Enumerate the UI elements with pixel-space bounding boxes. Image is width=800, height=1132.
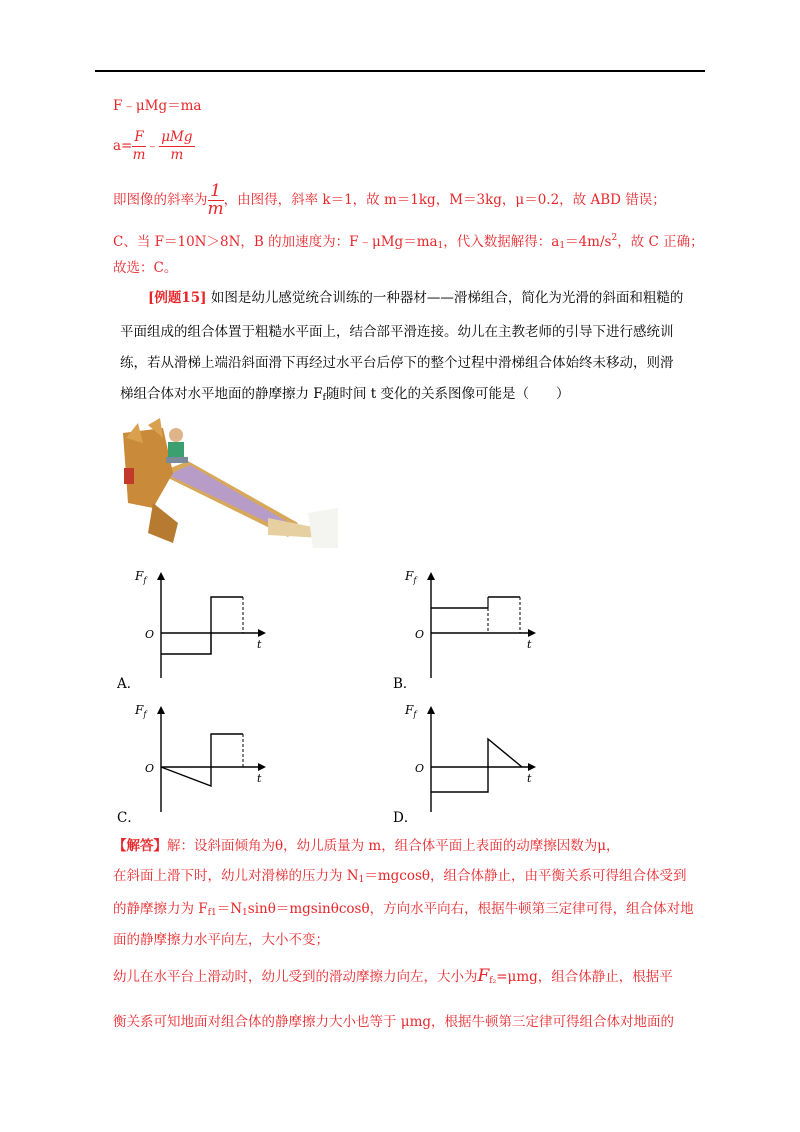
equation-line-1: F﹣μMg＝ma bbox=[113, 98, 202, 114]
y-axis-arrow bbox=[157, 572, 165, 580]
y-axis-arrow bbox=[427, 572, 435, 580]
x-label: t bbox=[527, 638, 532, 651]
y-label: $F_f$ bbox=[405, 569, 417, 585]
graph-b bbox=[395, 566, 545, 681]
answer-line-6: 衡关系可知地面对组合体的静摩擦力大小也等于 μmg，根据牛顿第三定律可得组合体对地面的 bbox=[113, 1014, 675, 1030]
curve bbox=[431, 739, 522, 792]
slide-photo bbox=[118, 413, 338, 548]
origin-label: O bbox=[415, 628, 425, 641]
example-line-4: 梯组合体对水平地面的静摩擦力 $F_f$随时间 t 变化的关系图像可能是（ ） bbox=[120, 386, 570, 403]
answer-line-3: 的静摩擦力为 $F_{f1}=N_1\sin\theta=mgsin\theta\cos\theta$，方向水平向右，根据牛顿第三定律可得，组合体对地 bbox=[113, 901, 694, 918]
origin-label: O bbox=[145, 762, 155, 775]
answer-line-1: 【解答】解：设斜面倾角为θ，幼儿质量为 m，组合体平面上表面的动摩擦因数为μ， bbox=[113, 838, 620, 854]
x-label: t bbox=[257, 638, 262, 651]
y-label: $F_f$ bbox=[405, 703, 417, 719]
x-axis-arrow bbox=[528, 763, 536, 771]
origin-label: O bbox=[415, 762, 425, 775]
y-label: $F_f$ bbox=[135, 703, 147, 719]
graph-a bbox=[125, 566, 275, 681]
fraction-1-over-m: $\frac{1}{m}$ bbox=[207, 181, 224, 219]
x-axis-arrow bbox=[528, 629, 536, 637]
fraction-f-over-m: $\frac{F}{m}$ bbox=[132, 129, 146, 163]
x-label: t bbox=[527, 772, 532, 785]
x-axis-arrow bbox=[258, 763, 266, 771]
graph-d bbox=[395, 700, 545, 815]
curve bbox=[161, 597, 243, 654]
y-label: $F_f$ bbox=[135, 569, 147, 585]
x-label: t bbox=[257, 772, 262, 785]
origin-label: O bbox=[145, 628, 155, 641]
option-a-label: A． bbox=[117, 676, 141, 692]
choice-line: 故选：C。 bbox=[113, 260, 178, 276]
example-line-1: [例题15] 如图是幼儿感觉统合训练的一种器材——滑梯组合，简化为光滑的斜面和粗糙的 bbox=[148, 290, 684, 306]
y-axis-arrow bbox=[427, 706, 435, 714]
slope-line: 即图像的斜率为 $\frac{1}{m}$ ，由图得，斜率 k＝1，故 m＝1kg，M＝3kg，μ＝0.2，故 ABD 错误； bbox=[113, 181, 666, 219]
answer-line-5: 幼儿在水平台上滑动时，幼儿受到的滑动摩擦力向左，大小为$F_{f_2}=\mu mg$，组合体静止，根据平 bbox=[113, 966, 673, 986]
option-c-line: C、当 F＝10N＞8N，B 的加速度为：$F﹣\mu Mg=ma_1$，代入数据解得：$a_1=4m/s^2$，故 C 正确； bbox=[113, 233, 704, 251]
option-b-label: B． bbox=[393, 676, 417, 692]
fraction-umg-over-m: $\frac{\text{μMg}}{m}$ bbox=[161, 129, 193, 163]
answer-line-4: 面的静摩擦力水平向左，大小不变； bbox=[113, 932, 329, 948]
graph-c bbox=[125, 700, 275, 815]
x-axis-arrow bbox=[258, 629, 266, 637]
y-axis-arrow bbox=[157, 706, 165, 714]
example-title: [例题15] bbox=[148, 290, 207, 306]
curve bbox=[161, 734, 243, 786]
header-rule bbox=[95, 70, 705, 72]
answer-tag: 【解答】 bbox=[113, 838, 167, 854]
option-d-label: D． bbox=[393, 810, 418, 826]
option-c-label: C． bbox=[117, 810, 141, 826]
equation-line-2: a= $\frac{F}{m}$ ﹣ $\frac{\text{μMg}}{m}$ bbox=[113, 129, 193, 163]
answer-line-2: 在斜面上滑下时，幼儿对滑梯的压力为 $N_1=mgcos\theta$，组合体静止，由平衡关系可得组合体受到 bbox=[113, 868, 687, 885]
example-line-3: 练，若从滑梯上端沿斜面滑下再经过水平台后停下的整个过程中滑梯组合体始终未移动，则滑 bbox=[120, 355, 674, 371]
example-line-2: 平面组成的组合体置于粗糙水平面上，结合部平滑连接。幼儿在主教老师的引导下进行感统训 bbox=[120, 324, 674, 340]
